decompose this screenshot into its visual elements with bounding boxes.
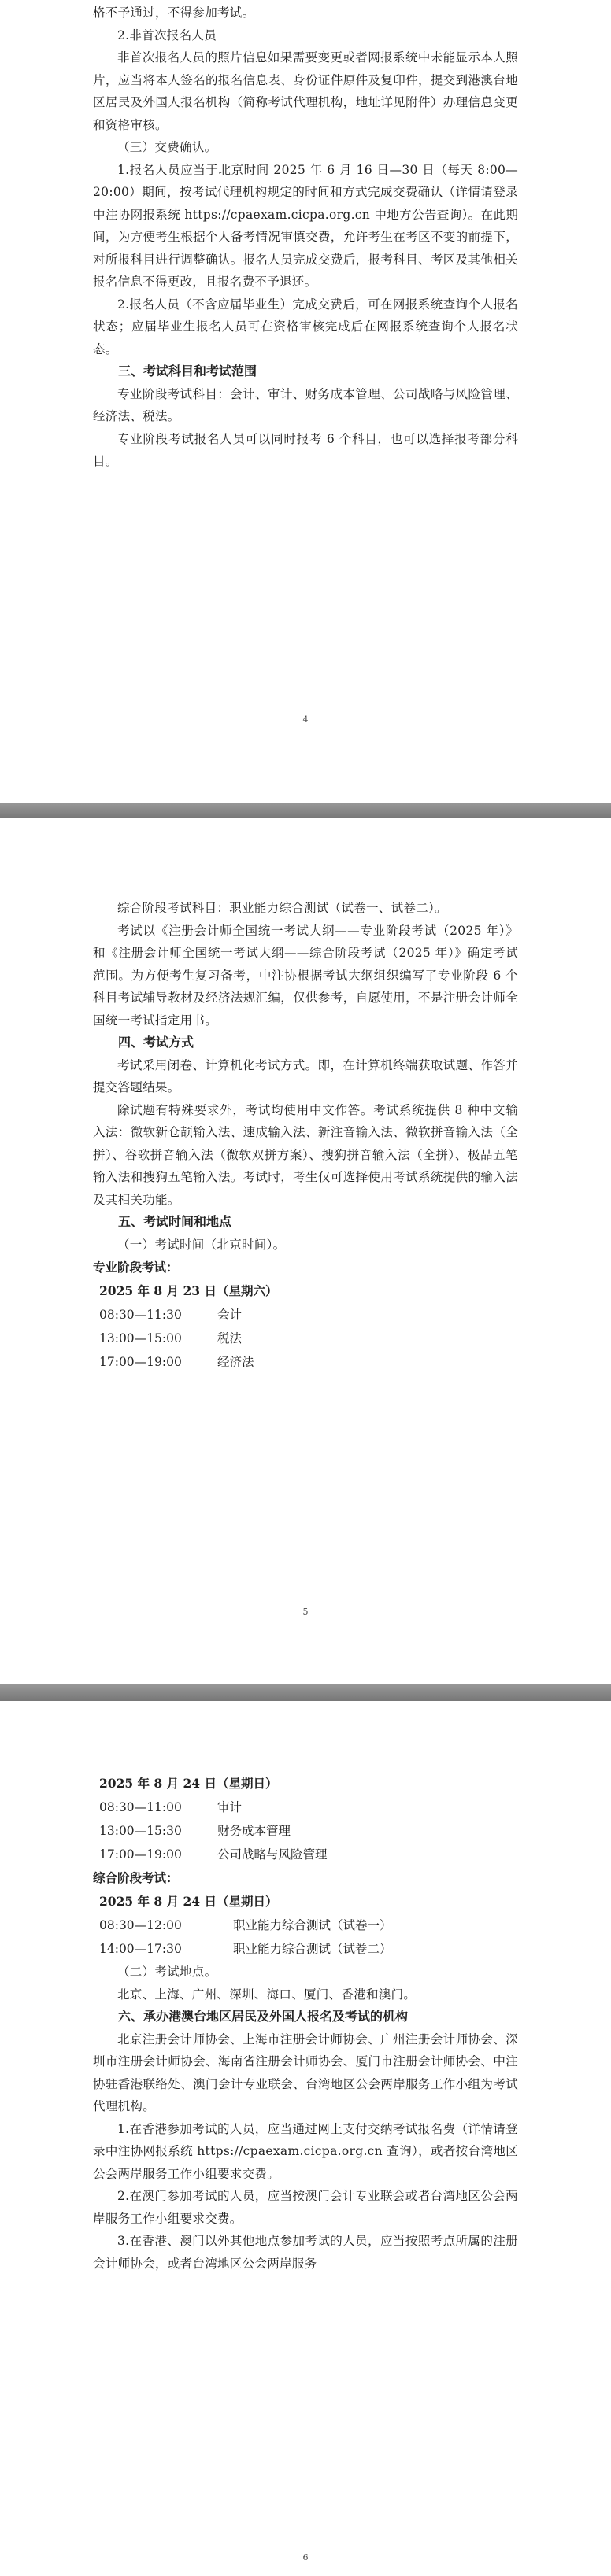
page-4-content [93, 2, 518, 473]
schedule-row [93, 1327, 518, 1350]
schedule-time: 13:00—15:30 [99, 1824, 182, 1838]
section-heading-6: 六、承办港澳台地区居民及外国人报名及考试的机构 [118, 2009, 409, 2024]
page-number: 4 [302, 714, 309, 725]
schedule-row [93, 1303, 518, 1327]
paragraph: 格不予通过，不得参加考试。 [93, 6, 255, 20]
page-5-content [93, 897, 518, 1374]
schedule-title: 专业阶段考试： [93, 1260, 179, 1275]
schedule-date: 2025 年 8 月 24 日（星期日） [99, 1776, 278, 1791]
paragraph: 考试采用闭卷、计算机化考试方式。即，在计算机终端获取试题、作答并提交答题结果。 [93, 1057, 518, 1094]
paragraph: 除试题有特殊要求外，考试均使用中文作答。考试系统提供 8 种中文输入法：微软新仓颉输入法、速成输入法、新注音输入法、微软拼音输入法（全拼）、谷歌拼音输入法（微软双拼方案）、搜狗拼音输入法（全拼）、极品五笔输入法和搜狗五笔输入法。考试时，考生仅可选择使用考试系统提供的输入法及其相关功能。 [93, 1102, 518, 1207]
schedule-subject: 审计 [217, 1800, 243, 1814]
paragraph: 北京、上海、广州、深圳、海口、厦门、香港和澳门。 [117, 1987, 417, 2002]
schedule-row [93, 1914, 518, 1937]
document-page-6 [0, 1701, 611, 2576]
schedule-title: 综合阶段考试： [93, 1870, 179, 1885]
paragraph: （三）交费确认。 [117, 140, 217, 154]
page-separator [0, 1684, 611, 1701]
document-page-5 [0, 818, 611, 1684]
schedule-time: 14:00—17:30 [99, 1942, 182, 1956]
paragraph: 2.报名人员（不含应届毕业生）完成交费后，可在网报系统查询个人报名状态；应届毕业生报名人员可在资格审核完成后在网报系统查询个人报名状态。 [93, 297, 518, 356]
paragraph: 专业阶段考试报名人员可以同时报考 6 个科目，也可以选择报考部分科目。 [93, 431, 518, 468]
schedule-time: 08:30—11:30 [99, 1308, 182, 1322]
schedule-row [93, 1843, 518, 1866]
paragraph: （二）考试地点。 [117, 1965, 217, 1979]
paragraph: 1.在香港参加考试的人员，应当通过网上支付交纳考试报名费（详情请登录中注协网报系统 https://cpaexam.cicpa.org.cn 查询），或者按台湾地区公会两岸服务工作小组要求交费。 [93, 2121, 518, 2181]
paragraph: 2.非首次报名人员 [117, 28, 217, 42]
schedule-subject: 税法 [217, 1331, 243, 1345]
page-separator [0, 803, 611, 818]
schedule-subject: 职业能力综合测试（试卷二） [233, 1942, 392, 1956]
schedule-subject: 公司战略与风险管理 [217, 1847, 328, 1862]
schedule-time: 08:30—11:00 [99, 1800, 182, 1814]
paragraph: 专业阶段考试科目：会计、审计、财务成本管理、公司战略与风险管理、经济法、税法。 [93, 386, 518, 423]
paragraph: 3.在香港、澳门以外其他地点参加考试的人员，应当按照考点所属的注册会计师协会，或者台湾地区公会两岸服务 [93, 2234, 518, 2271]
schedule-row [93, 1937, 518, 1961]
schedule-time: 17:00—19:00 [99, 1847, 182, 1862]
schedule-time: 17:00—19:00 [99, 1355, 182, 1369]
page-6-content [93, 1772, 518, 2275]
schedule-date: 2025 年 8 月 24 日（星期日） [99, 1894, 278, 1909]
paragraph: （一）考试时间（北京时间）。 [117, 1237, 286, 1252]
schedule-subject: 职业能力综合测试（试卷一） [233, 1918, 392, 1932]
paragraph: 2.在澳门参加考试的人员，应当按澳门会计专业联会或者台湾地区公会两岸服务工作小组要求交费。 [93, 2189, 518, 2226]
schedule-subject: 经济法 [217, 1355, 254, 1369]
section-heading-5: 五、考试时间和地点 [118, 1214, 232, 1229]
section-heading-4: 四、考试方式 [118, 1035, 194, 1050]
section-heading-3: 三、考试科目和考试范围 [118, 364, 257, 378]
schedule-subject: 会计 [217, 1308, 243, 1322]
paragraph: 非首次报名人员的照片信息如果需要变更或者网报系统中未能显示本人照片，应当将本人签名的报名信息表、身份证件原件及复印件，提交到港澳台地区居民及外国人报名机构（简称考试代理机构，地址详见附件）办理信息变更和资格审核。 [93, 50, 518, 132]
schedule-row [93, 1819, 518, 1843]
paragraph: 综合阶段考试科目：职业能力综合测试（试卷一、试卷二）。 [117, 901, 447, 915]
paragraph: 考试以《注册会计师全国统一考试大纲——专业阶段考试（2025 年）》和《注册会计师全国统一考试大纲——综合阶段考试（2025 年）》确定考试范围。为方便考生复习备考，中注协根据考试大纲组织编写了专业阶段 6 个科目考试辅导教材及经济法规汇编，仅供参考，自愿使用，不是注册会计师全国统一考试指定用书。 [93, 923, 518, 1028]
schedule-time: 08:30—12:00 [99, 1918, 182, 1932]
page-number: 6 [302, 2552, 309, 2563]
schedule-subject: 财务成本管理 [217, 1824, 291, 1838]
schedule-time: 13:00—15:00 [99, 1331, 182, 1345]
schedule-row [93, 1350, 518, 1374]
page-number: 5 [302, 1607, 309, 1617]
schedule-row [93, 1795, 518, 1819]
paragraph: 北京注册会计师协会、上海市注册会计师协会、广州注册会计师协会、深圳市注册会计师协会、海南省注册会计师协会、厦门市注册会计师协会、中注协驻香港联络处、澳门会计专业联会、台湾地区公会两岸服务工作小组为考试代理机构。 [93, 2032, 518, 2113]
document-page-4 [0, 0, 611, 803]
paragraph: 1.报名人员应当于北京时间 2025 年 6 月 16 日—30 日（每天 8:00—20:00）期间，按考试代理机构规定的时间和方式完成交费确认（详情请登录中注协网报系统 https://cpaexam.cicpa.org.cn 中地方公告查询）。在此期间，为方便考生根据个人备考情况审慎交费，允许考生在考区不变的前提下，对所报科目进行调整确认。报名人员完成交费后，报考科目、考区及其他相关报名信息不得更改，且报名费不予退还。 [93, 162, 518, 289]
schedule-date: 2025 年 8 月 23 日（星期六） [99, 1283, 278, 1298]
